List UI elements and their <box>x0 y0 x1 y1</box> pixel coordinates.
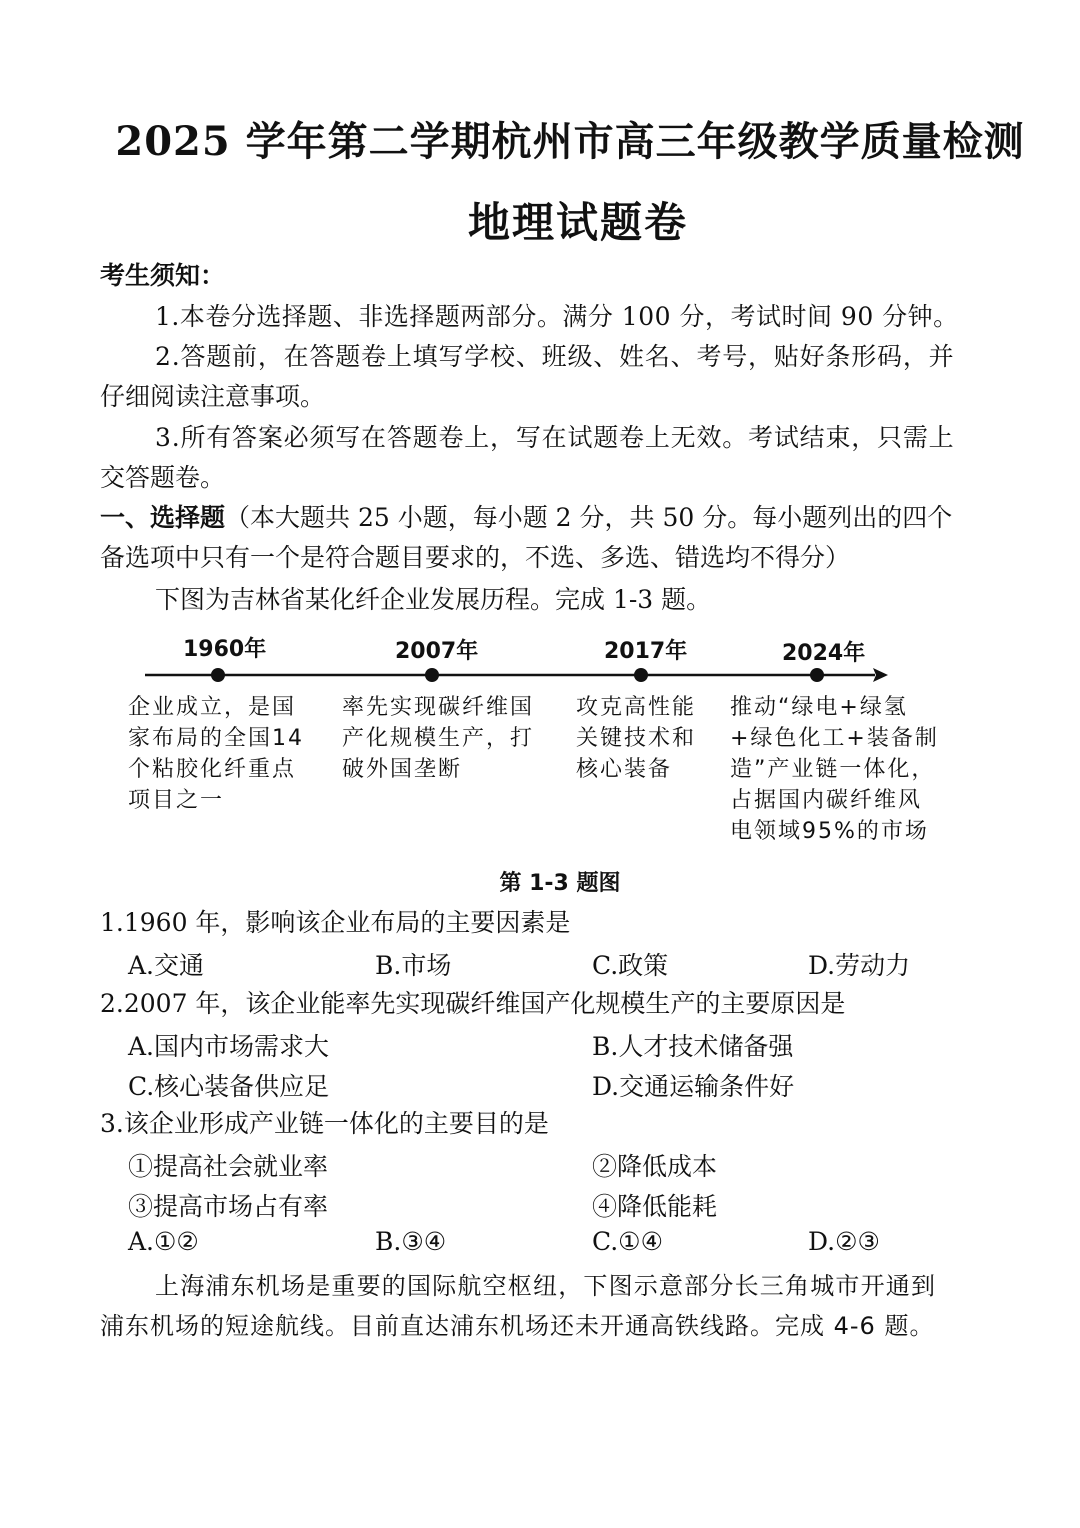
question-3-statement-4: ④降低能耗 <box>592 1192 718 1221</box>
timeline-year-2024: 2024年 <box>782 641 866 666</box>
notice-item-1: 1.本卷分选择题、非选择题两部分。满分 100 分，考试时间 90 分钟。 <box>155 302 959 331</box>
section-1-desc-line1: （本大题共 25 小题，每小题 2 分，共 50 分。每小题列出的四个 <box>225 503 953 532</box>
timeline-year-2017: 2017年 <box>604 639 688 664</box>
timeline-desc-1960: 企业成立，是国家布局的全国14个粘胶化纤重点项目之一 <box>128 695 304 813</box>
timeline-year-2007: 2007年 <box>395 639 479 664</box>
notice-item-2-line2: 仔细阅读注意事项。 <box>100 382 326 411</box>
section-1-heading: 一、选择题 <box>100 503 226 532</box>
question-1-option-d: D.劳动力 <box>808 951 911 980</box>
figure-caption <box>0 866 1080 897</box>
question-1-option-a: A.交通 <box>128 951 205 980</box>
section-1-desc-line2: 备选项中只有一个是符合题目要求的，不选、多选、错选均不得分） <box>100 543 851 572</box>
question-3-statement-3: ③提高市场占有率 <box>128 1192 329 1221</box>
question-3-statement-2: ②降低成本 <box>592 1152 718 1181</box>
timeline-desc-2017: 攻克高性能关键技术和核心装备 <box>576 695 697 782</box>
exam-subtitle-text: 地理试题卷 <box>467 198 688 247</box>
question-2-option-b: B.人才技术储备强 <box>592 1032 794 1061</box>
question-2-stem: 2.2007 年，该企业能率先实现碳纤维国产化规模生产的主要原因是 <box>100 989 846 1018</box>
notice-item-3-line2: 交答题卷。 <box>100 463 226 492</box>
timeline-year-1960: 1960年 <box>183 637 267 662</box>
question-1-stem: 1.1960 年，影响该企业布局的主要因素是 <box>100 908 571 937</box>
question-3-stem: 3.该企业形成产业链一体化的主要目的是 <box>100 1109 549 1138</box>
notice-item-3-line1: 3.所有答案必须写在答题卷上，写在试题卷上无效。考试结束，只需上 <box>155 423 955 452</box>
section-1-intro: 下图为吉林省某化纤企业发展历程。完成 1-3 题。 <box>155 585 712 614</box>
question-2-option-a: A.国内市场需求大 <box>128 1032 330 1061</box>
passage-2-line1: 上海浦东机场是重要的国际航空枢纽，下图示意部分长三角城市开通到 <box>155 1272 937 1300</box>
timeline-arrow-icon <box>873 668 888 682</box>
timeline-dot-1960 <box>211 668 225 682</box>
figure-caption-text: 第 1-3 题图 <box>499 871 621 896</box>
timeline-dot-2024 <box>810 668 824 682</box>
exam-title <box>0 110 1080 167</box>
timeline-dot-2007 <box>425 668 439 682</box>
question-1-option-c: C.政策 <box>592 951 669 980</box>
question-2-option-d: D.交通运输条件好 <box>592 1072 795 1101</box>
timeline-desc-2024: 推动“绿电+绿氢+绿色化工+装备制造”产业链一体化，占据国内碳纤维风电领域95%的市场 <box>730 695 939 844</box>
question-3-option-c: C.①④ <box>592 1227 664 1256</box>
section-1-line1 <box>100 498 952 538</box>
timeline-desc-2007: 率先实现碳纤维国产化规模生产，打破外国垄断 <box>342 695 535 782</box>
exam-title-text: 2025 学年第二学期杭州市高三年级教学质量检测 <box>115 118 1025 165</box>
notice-item-2-line1: 2.答题前，在答题卷上填写学校、班级、姓名、考号，贴好条形码，并 <box>155 342 955 371</box>
passage-2-line2: 浦东机场的短途航线。目前直达浦东机场还未开通高铁线路。完成 4-6 题。 <box>100 1312 935 1340</box>
notice-heading: 考生须知： <box>100 261 226 290</box>
question-1-option-b: B.市场 <box>375 951 452 980</box>
question-3-option-a: A.①② <box>128 1227 199 1256</box>
exam-subtitle <box>0 190 1080 250</box>
timeline-dot-2017 <box>634 668 648 682</box>
question-2-option-c: C.核心装备供应足 <box>128 1072 330 1101</box>
timeline-axis <box>140 660 890 690</box>
question-3-option-d: D.②③ <box>808 1227 880 1256</box>
question-3-option-b: B.③④ <box>375 1227 447 1256</box>
question-3-statement-1: ①提高社会就业率 <box>128 1152 329 1181</box>
